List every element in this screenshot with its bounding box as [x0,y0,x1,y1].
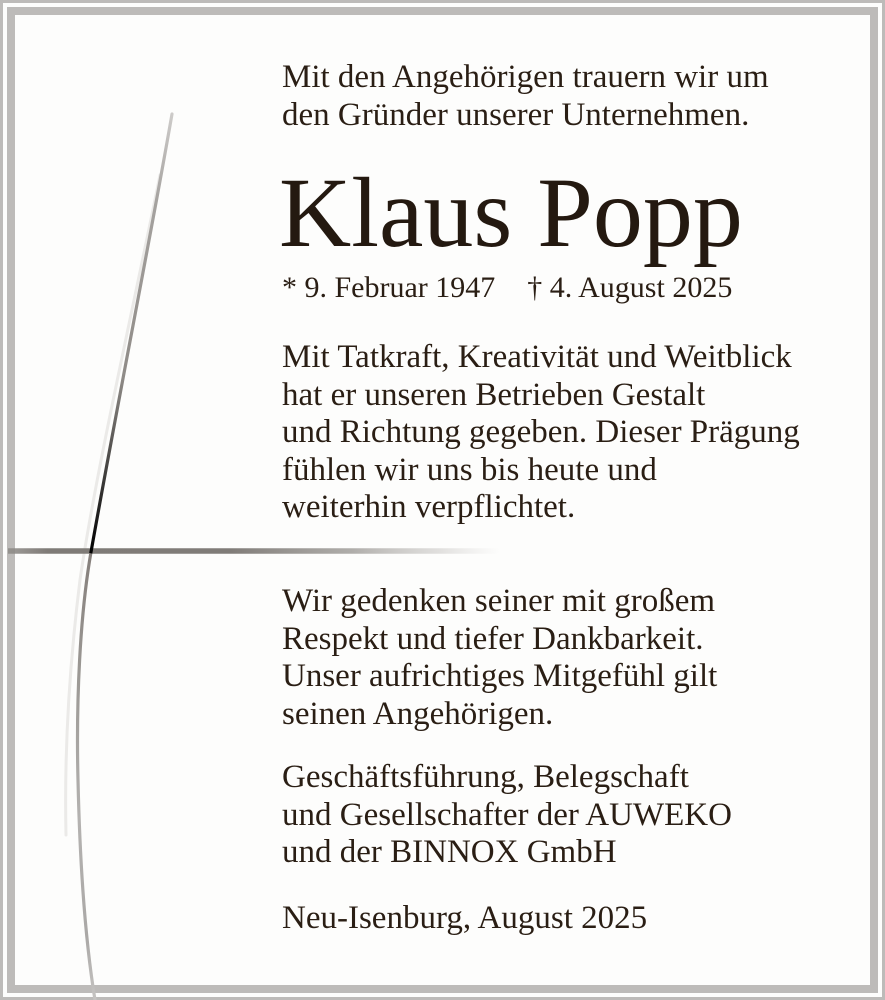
deceased-name: Klaus Popp [279,157,743,268]
remembrance-line: Wir gedenken seiner mit großem [282,583,716,619]
tribute-line: hat er unseren Betrieben Gestalt [282,376,706,413]
tribute-line: Mit Tatkraft, Kreativität und Weitblick [282,339,792,375]
remembrance-line: Unser aufrichtiges Mitgefühl gilt [282,658,718,695]
intro-text [282,58,769,134]
remembrance-paragraph [282,583,717,733]
tribute-line: weiterhin verpflichtet. [282,489,576,526]
remembrance-line: Respekt und tiefer Dankbarkeit. [282,620,704,657]
tribute-line: fühlen wir uns bis heute und [282,451,657,488]
grass-blade-shadow-icon [66,175,160,835]
signature-line: Geschäftsführung, Belegschaft [282,759,689,795]
signature-line: und Gesellschafter der AUWEKO [282,796,732,833]
tribute-paragraph [282,339,800,527]
remembrance-line: seinen Angehörigen. [282,695,554,732]
death-date: † 4. August 2025 [527,271,733,304]
signature-line: und der BINNOX GmbH [282,834,617,871]
signature-block [282,759,732,872]
life-dates [282,269,732,307]
intro-line: den Gründer unserer Unternehmen. [282,97,750,133]
tribute-line: und Richtung gegeben. Dieser Prägung [282,414,800,451]
intro-line: Mit den Angehörigen trauern wir um [282,59,769,95]
place-and-date: Neu-Isenburg, August 2025 [282,900,648,936]
birth-date: * 9. Februar 1947 [282,271,496,304]
grass-blade-icon [78,114,172,1000]
